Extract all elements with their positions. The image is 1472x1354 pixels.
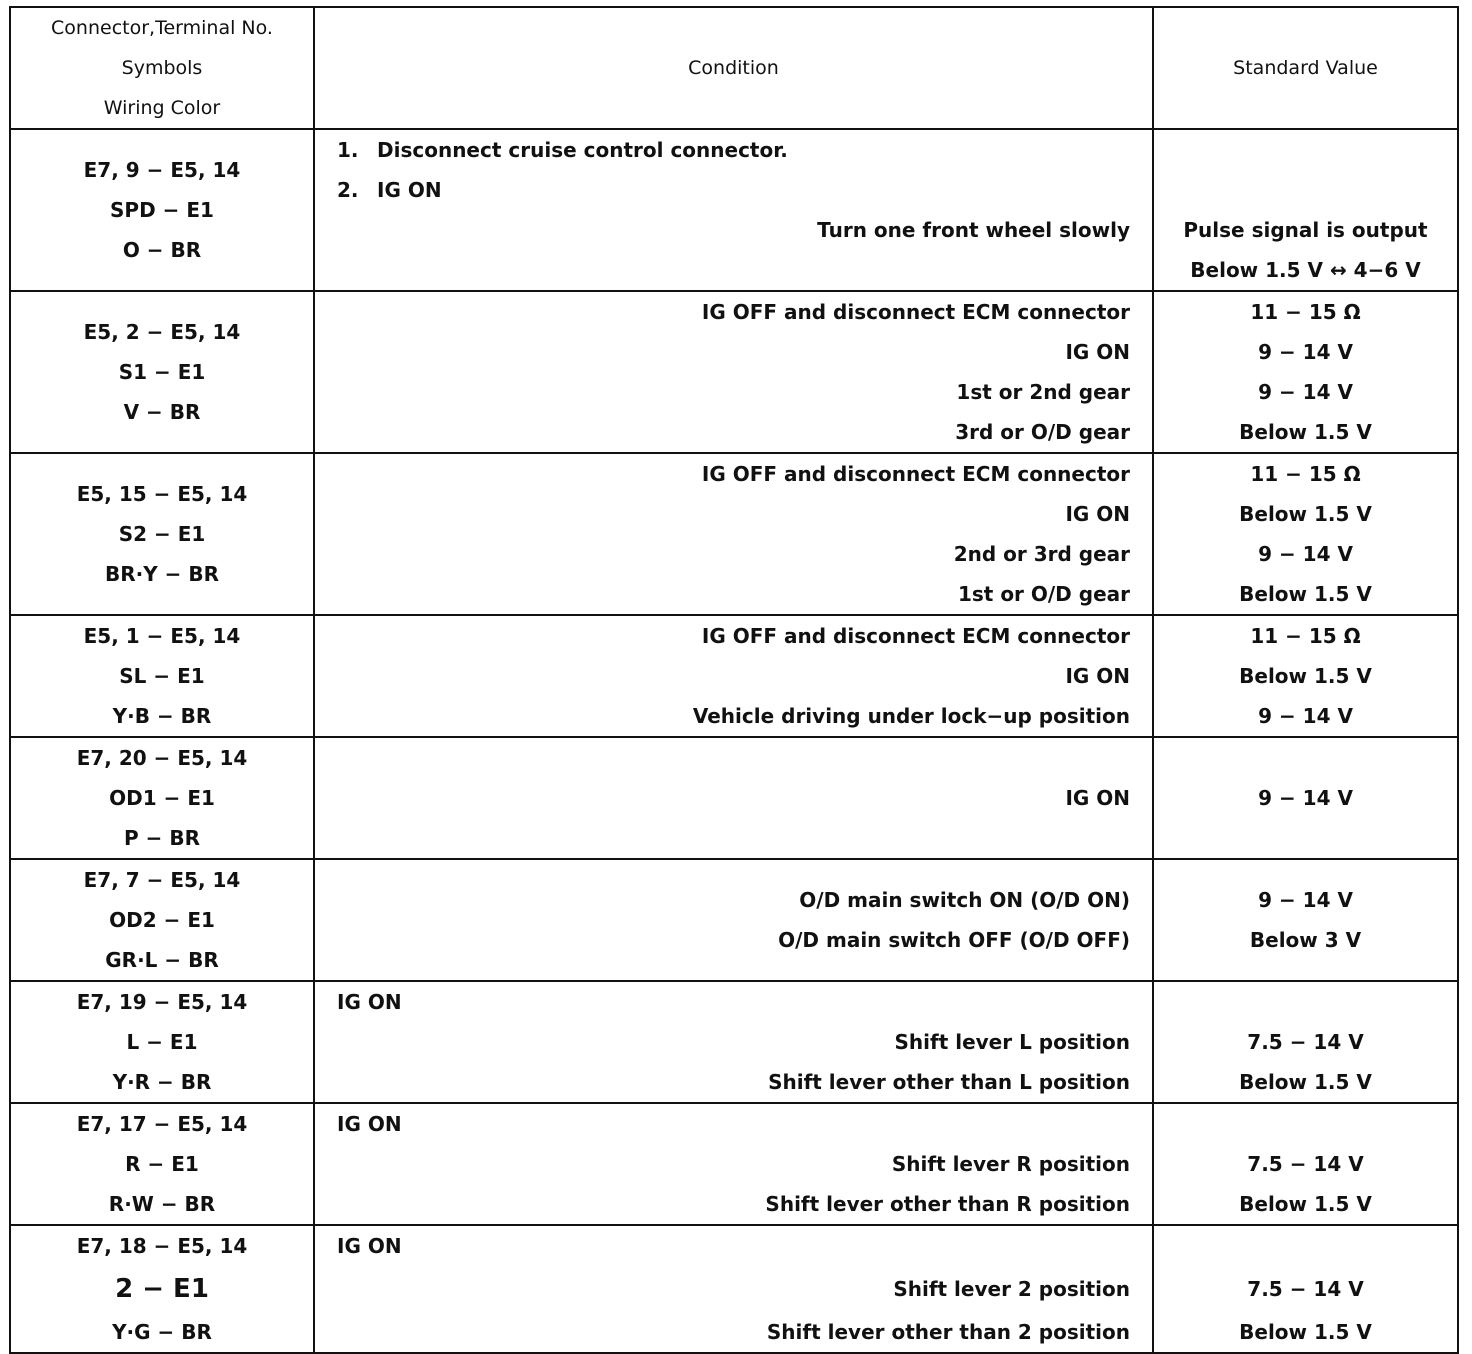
connector-symbol: SPD − E1 [110, 198, 214, 222]
connector-wiring: GR·L − BR [105, 948, 219, 972]
condition-cell [314, 453, 1153, 615]
connector-symbol: OD2 − E1 [109, 908, 215, 932]
standard-value: Below 1.5 V [1239, 1070, 1372, 1094]
connector-wiring: BR·Y − BR [104, 562, 220, 586]
condition-line: IG ON [1065, 664, 1130, 688]
condition-cell [314, 615, 1153, 737]
connector-terminal: E7, 20 − E5, 14 [76, 746, 248, 770]
condition-cell [314, 291, 1153, 453]
condition-cell [314, 859, 1153, 981]
table-row [10, 981, 1458, 1103]
header-row [10, 7, 1458, 129]
standard-value: 9 − 14 V [1258, 786, 1353, 810]
standard-value: 9 − 14 V [1258, 542, 1353, 566]
value-cell [1153, 129, 1458, 291]
standard-value: Below 1.5 V [1239, 502, 1372, 526]
value-cell [1153, 981, 1458, 1103]
standard-value: Below 3 V [1249, 928, 1362, 952]
table-row [10, 291, 1458, 453]
connector-terminal: E7, 17 − E5, 14 [76, 1112, 248, 1136]
header-condition: Condition [314, 7, 1153, 129]
condition-line: Turn one front wheel slowly [817, 218, 1130, 242]
standard-value: 11 − 15 Ω [1250, 462, 1361, 486]
condition-cell [314, 1103, 1153, 1225]
condition-line: Shift lever other than R position [765, 1192, 1130, 1216]
connector-cell [10, 981, 314, 1103]
connector-terminal: E7, 9 − E5, 14 [83, 158, 241, 182]
value-cell [1153, 1103, 1458, 1225]
connector-cell [10, 1225, 314, 1353]
condition-step [315, 170, 1152, 210]
table-row [10, 1225, 1458, 1353]
condition-line: 1st or O/D gear [957, 582, 1130, 606]
step-text: Disconnect cruise control connector. [377, 138, 788, 162]
standard-value: Below 1.5 V [1239, 1192, 1372, 1216]
standard-value: 9 − 14 V [1258, 380, 1353, 404]
connector-cell [10, 291, 314, 453]
connector-terminal: E5, 15 − E5, 14 [76, 482, 248, 506]
condition-line: Shift lever R position [891, 1152, 1130, 1176]
condition-line: IG OFF and disconnect ECM connector [701, 462, 1130, 486]
table-row [10, 1103, 1458, 1225]
value-cell [1153, 737, 1458, 859]
connector-wiring: V − BR [123, 400, 201, 424]
condition-line: IG ON [1065, 340, 1130, 364]
condition-line: O/D main switch OFF (O/D OFF) [778, 928, 1130, 952]
value-cell [1153, 291, 1458, 453]
connector-symbol: S1 − E1 [118, 360, 206, 384]
connector-symbol: 2 − E1 [115, 1274, 209, 1304]
connector-symbol: R − E1 [125, 1152, 199, 1176]
connector-cell [10, 1103, 314, 1225]
condition-step [315, 130, 1152, 170]
connector-terminal: E7, 18 − E5, 14 [76, 1234, 248, 1258]
spec-table [9, 6, 1459, 1354]
standard-value: 9 − 14 V [1258, 888, 1353, 912]
connector-terminal: E5, 2 − E5, 14 [83, 320, 241, 344]
condition-cell [314, 737, 1153, 859]
connector-symbol: L − E1 [126, 1030, 198, 1054]
condition-cell [314, 129, 1153, 291]
standard-value: 7.5 − 14 V [1247, 1152, 1364, 1176]
condition-line: Shift lever other than L position [768, 1070, 1130, 1094]
condition-cell [314, 981, 1153, 1103]
header-standard-value: Standard Value [1153, 7, 1458, 129]
connector-terminal: E5, 1 − E5, 14 [83, 624, 241, 648]
header-connector-line: Symbols [121, 57, 203, 79]
connector-terminal: E7, 19 − E5, 14 [76, 990, 248, 1014]
connector-cell [10, 129, 314, 291]
condition-prefix: IG ON [337, 1112, 402, 1136]
standard-value: Below 1.5 V [1239, 664, 1372, 688]
condition-line: Shift lever L position [894, 1030, 1130, 1054]
connector-symbol: S2 − E1 [118, 522, 206, 546]
step-number: 1. [337, 138, 359, 162]
standard-value: 7.5 − 14 V [1247, 1030, 1364, 1054]
value-cell [1153, 859, 1458, 981]
connector-cell [10, 859, 314, 981]
value-cell [1153, 1225, 1458, 1353]
condition-line: IG ON [1065, 502, 1130, 526]
connector-wiring: O − BR [122, 238, 202, 262]
standard-value: 11 − 15 Ω [1250, 300, 1361, 324]
header-connector [10, 7, 314, 129]
standard-value: 7.5 − 14 V [1247, 1277, 1364, 1301]
standard-value: Below 1.5 V [1239, 1320, 1372, 1344]
connector-wiring: Y·B − BR [112, 704, 212, 728]
condition-line: 2nd or 3rd gear [953, 542, 1130, 566]
connector-symbol: OD1 − E1 [109, 786, 215, 810]
connector-cell [10, 453, 314, 615]
connector-wiring: Y·G − BR [112, 1320, 212, 1344]
standard-value: Below 1.5 V [1239, 420, 1372, 444]
standard-value: 9 − 14 V [1258, 704, 1353, 728]
header-connector-line: Wiring Color [103, 97, 221, 119]
condition-line: IG ON [1065, 786, 1130, 810]
table-row [10, 453, 1458, 615]
connector-wiring: Y·R − BR [112, 1070, 212, 1094]
connector-terminal: E7, 7 − E5, 14 [83, 868, 241, 892]
connector-cell [10, 737, 314, 859]
step-text: IG ON [377, 178, 442, 202]
condition-line: Shift lever 2 position [893, 1277, 1130, 1301]
connector-wiring: P − BR [124, 826, 200, 850]
standard-value: 9 − 14 V [1258, 340, 1353, 364]
header-connector-line: Connector,Terminal No. [51, 17, 273, 39]
standard-value: 11 − 15 Ω [1250, 624, 1361, 648]
condition-line: Vehicle driving under lock−up position [692, 704, 1130, 728]
condition-line: IG OFF and disconnect ECM connector [701, 300, 1130, 324]
standard-value: Pulse signal is output [1183, 218, 1428, 242]
connector-cell [10, 615, 314, 737]
value-cell [1153, 615, 1458, 737]
condition-line: 1st or 2nd gear [956, 380, 1130, 404]
table-row [10, 859, 1458, 981]
step-number: 2. [337, 178, 359, 202]
condition-line: 3rd or O/D gear [955, 420, 1130, 444]
connector-wiring: R·W − BR [108, 1192, 216, 1216]
standard-value: Below 1.5 V [1239, 582, 1372, 606]
connector-symbol: SL − E1 [119, 664, 205, 688]
standard-value: Below 1.5 V ↔ 4−6 V [1190, 258, 1421, 282]
condition-line: O/D main switch ON (O/D ON) [799, 888, 1130, 912]
table-row [10, 129, 1458, 291]
value-cell [1153, 453, 1458, 615]
condition-line: IG OFF and disconnect ECM connector [701, 624, 1130, 648]
condition-line: Shift lever other than 2 position [766, 1320, 1130, 1344]
table-row [10, 737, 1458, 859]
condition-cell [314, 1225, 1153, 1353]
table-row [10, 615, 1458, 737]
condition-prefix: IG ON [337, 1234, 402, 1258]
condition-prefix: IG ON [337, 990, 402, 1014]
